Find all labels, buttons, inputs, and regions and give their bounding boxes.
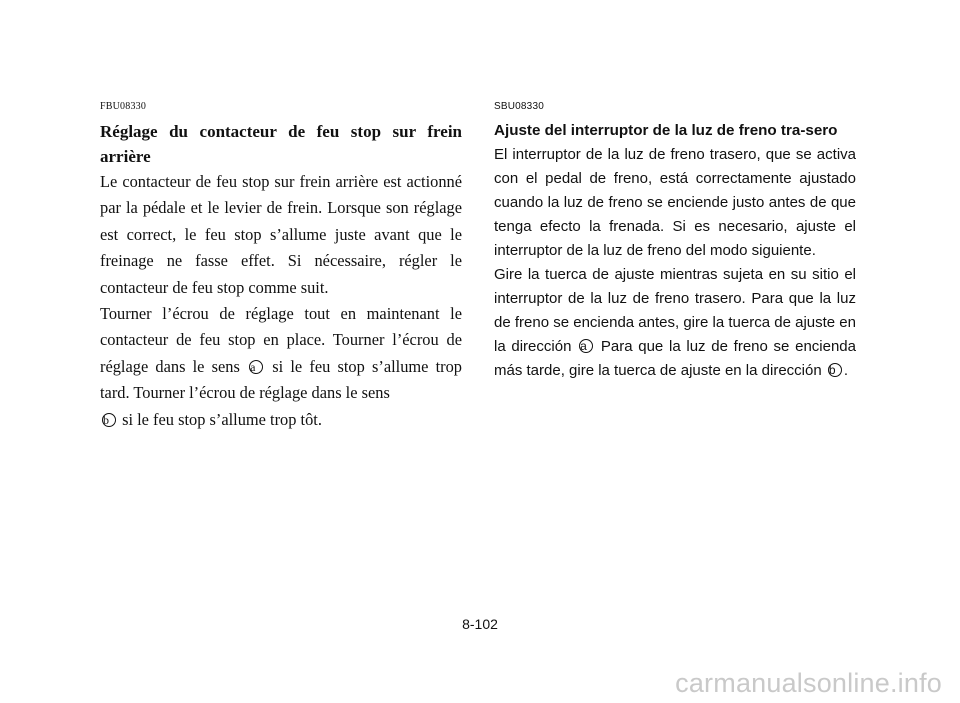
circled-marker-a: a	[579, 339, 593, 353]
page-number: 8-102	[462, 616, 498, 632]
section-code: FBU08330	[100, 101, 147, 112]
paragraph-text: .	[843, 362, 849, 379]
paragraph-text: Gire la tuerca de ajuste mientras sujeta en su sitio el interruptor de la luz de freno trasero. Para que la luz de freno se encienda antes, gire la tuerca de ajuste en la dirección	[494, 266, 856, 355]
section-heading: Ajuste del interruptor de la luz de freno tra-sero	[494, 122, 838, 139]
paragraph-text: Tourner l’écrou de réglage tout en maintenant le contacteur de feu stop en place. Tourner l’écrou de réglage dans le sens	[100, 304, 462, 376]
paragraph-text: Para que la luz de freno se encienda más tarde, gire la tuerca de ajuste en la dirección	[494, 338, 856, 379]
body-paragraph: El interruptor de la luz de freno trasero, que se activa con el pedal de freno, está correctamente ajustado cuando la luz de freno se enciende justo antes de que tenga efecto la frenada. Si es necesario, ajuste el interruptor de la luz de freno del modo siguiente.	[494, 146, 856, 259]
section-code: SBU08330	[494, 101, 544, 112]
circled-marker-b: b	[102, 413, 116, 427]
circled-marker-a: a	[249, 360, 263, 374]
body-paragraph: Le contacteur de feu stop sur frein arrière est actionné par la pédale et le levier de frein. Lorsque son réglage est correct, le feu stop s’allume juste avant que le freinage ne fasse effet. Si nécessaire, régler le contacteur de feu stop comme suit.	[100, 172, 462, 297]
body-paragraph	[100, 301, 462, 433]
section-heading: Réglage du contacteur de feu stop sur frein arrière	[100, 122, 462, 166]
paragraph-text: si le feu stop s’allume trop tôt.	[118, 409, 322, 429]
french-column	[100, 101, 462, 433]
circled-marker-b: b	[828, 363, 842, 377]
spanish-column	[494, 101, 856, 383]
body-paragraph	[494, 263, 856, 383]
paragraph-text: si le feu stop s’allume trop tard. Tourner l’écrou de réglage dans le sens	[100, 356, 462, 403]
watermark: carmanualsonline.info	[675, 668, 942, 698]
